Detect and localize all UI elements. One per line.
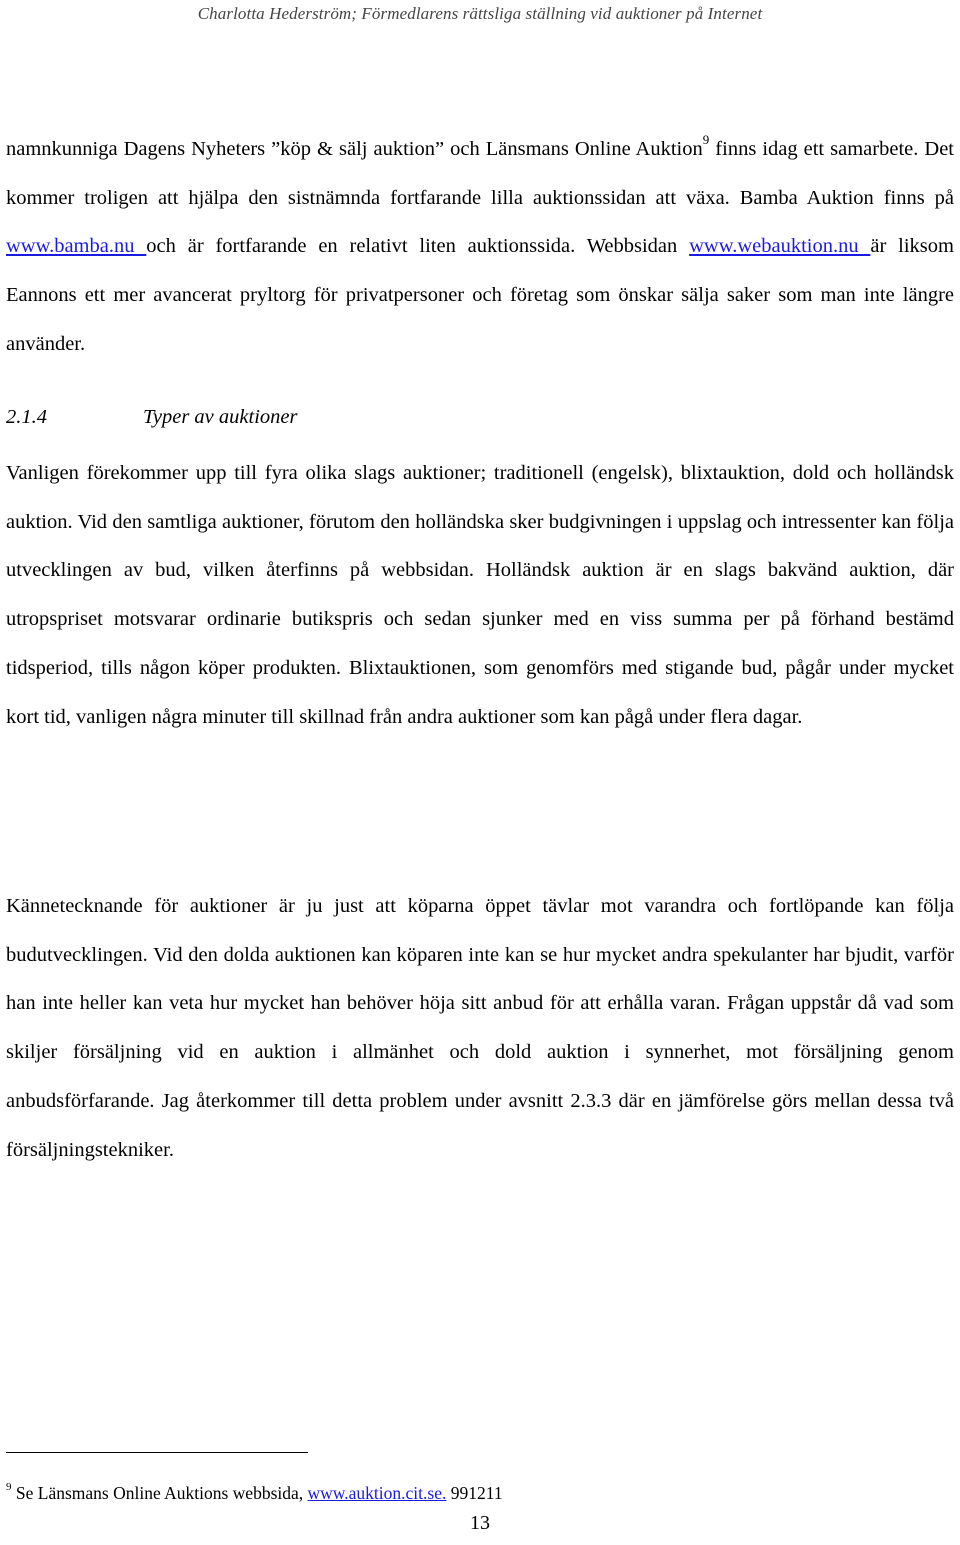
paragraph-1-text-a: namnkunniga Dagens Nyheters ”köp & sälj auktion” och Länsmans Online Auktion (6, 138, 703, 160)
auktion-cit-link[interactable]: www.auktion.cit.se. (307, 1483, 447, 1503)
paragraph-3: Kännetecknande för auktioner är ju just att köparna öppet tävlar mot varandra och fortlöpande kan följa budutvecklingen. Vid den dolda auktionen kan köparen inte kan se hur mycket andra spekulanter har bjudit, varför han inte heller kan veta hur mycket han behöver höja sitt anbud för att erhålla varan. Frågan uppstår då vad som skiljer försäljning vid en auktion i allmänhet och dold auktion i synnerhet, mot försäljning genom anbudsförfarande. Jag återkommer till detta problem under avsnitt 2.3.3 där en jämförelse görs mellan dessa två försäljningstekniker. (6, 895, 954, 1161)
paragraph-1-text-b: finns idag ett samarbete. Det kommer troligen att hjälpa den sistnämnda fortfarande lilla auktionssidan att växa. Bamba Auktion finns på (6, 138, 954, 209)
running-header: Charlotta Hederström; Förmedlarens rättsliga ställning vid auktioner på Internet (197, 4, 763, 23)
section-number: 2.1.4 (6, 406, 47, 428)
footnote-date: 991211 (446, 1483, 503, 1503)
paragraph-2: Vanligen förekommer upp till fyra olika slags auktioner; traditionell (engelsk), blixtauktion, dold och holländsk auktion. Vid den samtliga auktioner, förutom den holländska sker budgivningen i uppslag och intressenter kan följa utvecklingen av bud, vilken återfinns på webbsidan. Holländsk auktion är en slags bakvänd auktion, där utropspriset motsvarar ordinarie butikspris och sedan sjunker med en viss summa per på förhand bestämd tidsperiod, tills någon köper produkten. Blixtauktionen, som genomförs med stigande bud, pågår under mycket kort tid, vanligen några minuter till skillnad från andra auktioner som kan pågå under flera dagar. (6, 462, 954, 728)
footnote-number: 9 (6, 1481, 12, 1494)
paragraph-1 (6, 125, 954, 369)
bamba-link[interactable]: www.bamba.nu (6, 235, 147, 258)
page-number: 13 (470, 1512, 490, 1534)
paragraph-1-text-c: och är fortfarande en relativt liten auktionssida. Webbsidan (146, 235, 690, 258)
footnote-separator (6, 1452, 308, 1453)
footnote (6, 1478, 503, 1508)
paragraph-1-text-d: är liksom Eannons ett mer avancerat pryltorg för privatpersoner och företag som önskar sälja saker som man inte längre använder. (6, 235, 954, 355)
webauktion-link[interactable]: www.webauktion.nu (689, 235, 871, 258)
footnote-text: Se Länsmans Online Auktions webbsida, (11, 1483, 308, 1503)
section-title: Typer av auktioner (143, 406, 298, 428)
footnote-reference[interactable]: 9 (702, 132, 710, 148)
section-heading (6, 397, 297, 437)
